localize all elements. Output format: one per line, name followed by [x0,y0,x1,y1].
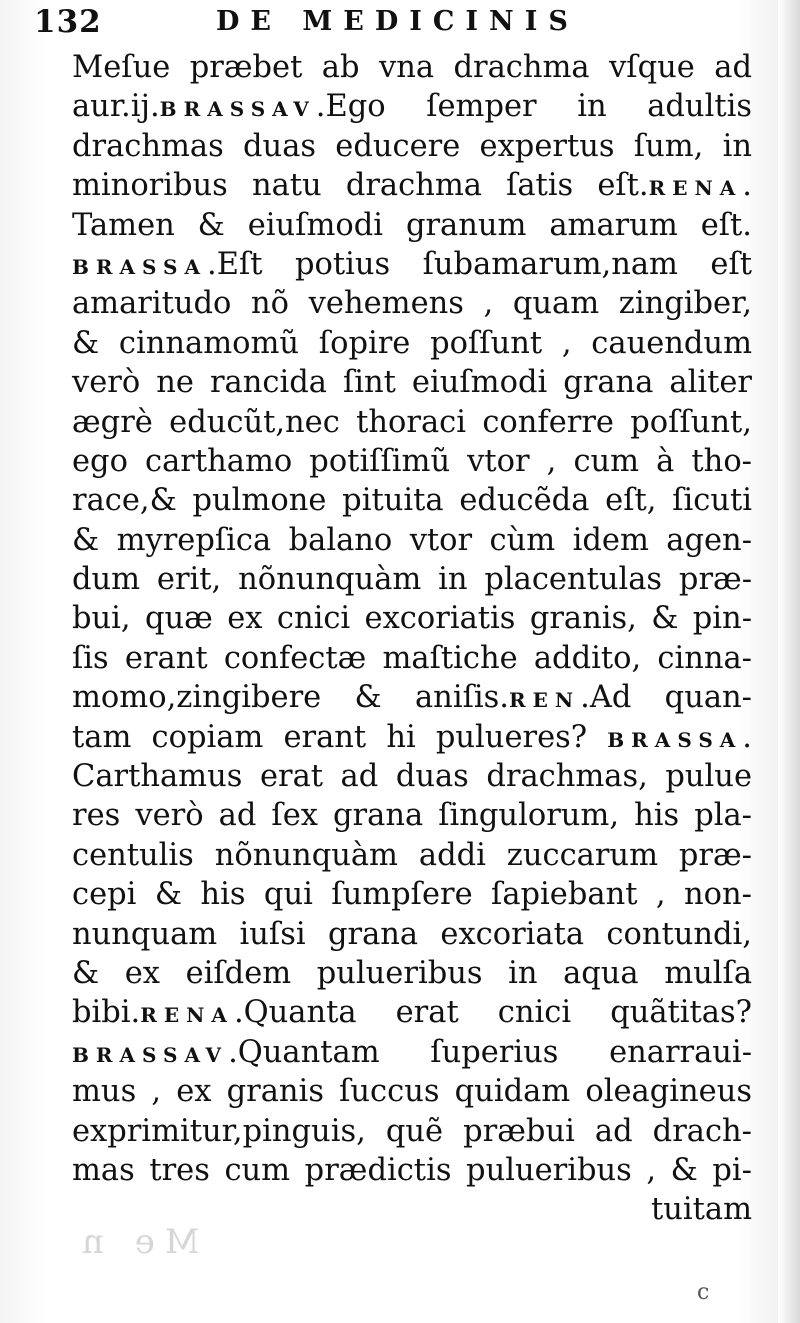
speaker-name: BRASSAV [72,1042,229,1067]
text-segment: tuitam [650,1192,752,1228]
text-line [72,206,752,245]
speaker-name: RENA [140,1003,234,1028]
text-line [72,757,752,796]
text-segment: & cinnamomũ ſopire poſſunt , cauendum [72,325,752,361]
text-segment: verò ne rancida ſint eiuſmodi grana aliter [72,365,752,401]
text-line [72,599,752,638]
text-line [72,678,752,717]
text-line [72,1112,752,1151]
text-segment: mas tres cum prædictis pulueribus , & pi- [72,1152,752,1188]
text-segment: Tamen & eiuſmodi granum amarum eſt. [72,207,752,243]
text-segment: race,& pulmone pituita educẽda eſt, ſicuti [72,483,752,519]
speaker-name: BRASSA [607,727,743,752]
speaker-name: BRASSA [72,254,208,279]
text-line [72,166,752,205]
speaker-name: BRASSAV [159,97,316,122]
text-line [72,403,752,442]
text-segment: .Eſt potius ſubamarum,nam eſt [207,246,752,282]
text-line [72,48,752,87]
text-segment: bibi. [72,995,141,1031]
text-segment: Carthamus erat ad duas drachmas, pulue [72,759,752,795]
text-segment: momo,zingibere & aniſis. [72,680,509,716]
text-line [72,521,752,560]
text-segment: tam copiam erant hi pulueres? [72,719,608,755]
text-line [72,324,752,363]
text-line [72,560,752,599]
text-line [72,127,752,166]
text-segment: ſis erant confectæ maſtiche addito, cinna- [72,640,752,676]
text-line [72,363,752,402]
text-line [72,796,752,835]
show-through-ink: Me n [72,1222,200,1262]
text-segment: amaritudo nõ vehemens , quam zingiber, [72,286,752,322]
speaker-name: RENA [648,176,743,201]
running-head: DE MEDICINIS [216,6,579,37]
text-line [72,481,752,520]
page-header [34,4,764,48]
text-line [72,718,752,757]
text-segment: . [742,168,752,204]
text-segment: exprimitur,pinguis, quẽ præbui ad drach- [72,1113,752,1149]
text-segment: aur.ij. [72,89,160,125]
page-number: 132 [34,4,102,40]
text-line [72,836,752,875]
text-segment: & ex eiſdem pulueribus in aqua mulſa [72,955,752,991]
text-segment: .Ad quan- [580,680,752,716]
text-segment: ægrè educũt,nec thoraci conferre poſſunt, [72,404,752,440]
text-segment: .Quanta erat cnici quãtitas? [233,995,752,1031]
text-segment: .Quantam ſuperius enarraui- [228,1034,752,1070]
speaker-name: REN [508,688,581,713]
text-segment: & myrepſica balano vtor cùm idem agen- [72,522,752,558]
text-line [72,993,752,1032]
text-line [72,1072,752,1111]
text-segment: ego carthamo potiſſimũ vtor , cum à tho- [72,443,752,479]
text-segment: Meſue præbet ab vna drachma vſque ad [72,50,752,85]
text-line [72,245,752,284]
ink-mark: c [697,1280,710,1305]
text-segment: nunquam iuſsi grana excoriata contundi, [72,916,752,952]
text-line [72,915,752,954]
text-line [72,442,752,481]
text-segment: drachmas duas educere expertus ſum, in [72,128,752,164]
text-line [72,87,752,126]
text-line [72,875,752,914]
text-line [72,1151,752,1190]
body-text [72,48,752,1230]
text-segment: . [742,719,752,755]
page-gutter-shadow [778,0,800,1323]
text-line [72,284,752,323]
text-segment: mus , ex granis ſuccus quidam oleagineus [72,1074,752,1110]
text-line [72,954,752,993]
text-line [72,1033,752,1072]
text-line [72,639,752,678]
text-segment: centulis nõnunquàm addi zuccarum præ- [72,837,752,873]
text-segment: dum erit, nõnunquàm in placentulas præ- [72,562,752,598]
text-segment: minoribus natu drachma ſatis eſt. [72,168,649,204]
text-segment: .Ego ſemper in adultis [315,89,752,125]
text-segment: res verò ad ſex grana ſingulorum, his pla- [72,798,752,834]
text-segment: cepi & his qui ſumpſere ſapiebant , non- [72,877,752,913]
text-segment: bui, quæ ex cnici excoriatis granis, & pin- [72,601,752,637]
